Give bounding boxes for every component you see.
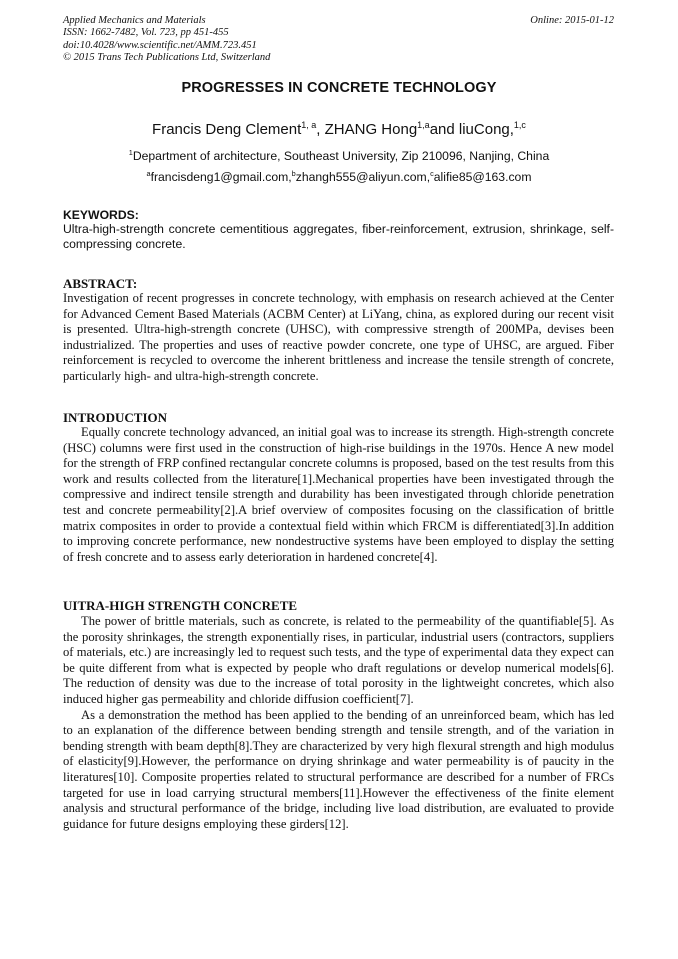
author-3: and liuCong, [429,121,514,138]
email-2: zhangh555@aliyun.com, [295,170,431,184]
uhsc-paragraph-2: As a demonstration the method has been applied to the bending of an unreinforced beam, which has led to an explanation of the difference between bending strength and tensile strength, and of the variation in bending strength with beam depth[8].They are characterized by very high flexural strength and high modulus of elasticity[9].However, the performance on drying shrinkage and water permeability is of paucity in the literatures[10]. Composite properties related to structural performance are described for a number of FRCs targeted for use in load carrying structural members[11].However the effectiveness of the finite element analysis and structural performance of the bridge, including live load distribution, are evaluated to provide guidance for future designs employing these girders[12]. [63,707,614,831]
paper-title: PROGRESSES IN CONCRETE TECHNOLOGY [181,80,497,96]
author-emails [0,170,678,184]
journal-name: Applied Mechanics and Materials [63,15,206,26]
introduction-paragraph: Equally concrete technology advanced, an initial goal was to increase its strength. High-strength concrete (HSC) columns were first used in the construction of high-rise buildings in the 1970s. Hence A new model for the strength of FRP confined rectangular concrete columns is proposed, based on the test results from this work and results collected from the literature[1].Mechanical properties have been investigated through the compressive and indirect tensile strength and durability has been investigated through chloride penetration test and concrete permeability[2].A brief overview of composites focusing on the classification of brittle matrix composites in order to provide a contextual field within which FRCM is differentiated[3].In addition to improving concrete performance, new nondestructive systems have been employed to display the setting of fresh concrete and to assess early deterioration in hardened concrete[4]. [63,425,614,564]
introduction-heading: INTRODUCTION [63,410,168,425]
uhsc-heading: UITRA-HIGH STRENGTH CONCRETE [63,598,298,613]
author-2: ZHANG Hong [324,121,418,138]
uhsc-paragraph-1: The power of brittle materials, such as concrete, is related to the permeability of the quantifiable[5]. As the porosity shrinkages, the strength exponentially rises, in particular, industrial users (contractors, suppliers of materials, etc.) are increasingly led to request such tests, and the type of experimental data they expect can be quite different from what is expected by people who draft regulations or develop numerical models[6]. The reduction of density was due to the increase of total porosity in the lightweight concretes, which also induced higher gas permeability and chloride diffusion coefficient[7]. [63,614,614,706]
keywords-text: Ultra-high-strength concrete cementitious aggregates, fiber-reinforcement, extrusion, shrinkage, self- compressing concrete. [63,222,614,252]
issn-line: ISSN: 1662-7482, Vol. 723, pp 451-455 [63,27,229,39]
doi-line: doi:10.4028/www.scientific.net/AMM.723.451 [63,39,257,51]
email-1-sup: a [146,168,151,178]
abstract-heading: ABSTRACT: [63,276,138,291]
abstract-text: Investigation of recent progresses in concrete technology, with emphasis on research achieved at the Center for Advanced Cement Based Materials (ACBM Center) at LiYang, china, as explored during our recent visit is presented. Ultra-high-strength concrete (UHSC), with compressive strength of 200MPa, devises been industrialized. The properties and uses of reactive powder concrete, one type of UHSC, are argued. Fiber reinforcement is recycled to overcome the inherent brittleness and increase the tensile strength of concrete, particularly high- and ultra-high-strength concrete. [63,291,614,383]
copyright-line: © 2015 Trans Tech Publications Ltd, Switzerland [63,51,271,63]
uhsc-section [63,614,614,832]
author-3-sup: 1,c [513,120,526,130]
affiliation [0,149,678,163]
author-line [0,121,678,138]
email-3-sup: c [430,168,434,178]
introduction-section [63,425,614,565]
affiliation-sup: 1 [128,147,133,157]
keywords-heading: KEYWORDS: [63,208,139,222]
author-1-sup: 1, a [301,120,317,130]
email-1: francisdeng1@gmail.com, [150,170,292,184]
author-separator: , [316,121,325,138]
affiliation-text: Department of architecture, Southeast University, Zip 210096, Nanjing, China [132,149,550,163]
online-date: Online: 2015-01-12 [530,15,614,26]
email-2-sup: b [291,168,296,178]
author-1: Francis Deng Clement [152,121,302,138]
journal-header [63,15,270,64]
author-2-sup: 1,a [417,120,430,130]
email-3: alifie85@163.com [433,170,532,184]
